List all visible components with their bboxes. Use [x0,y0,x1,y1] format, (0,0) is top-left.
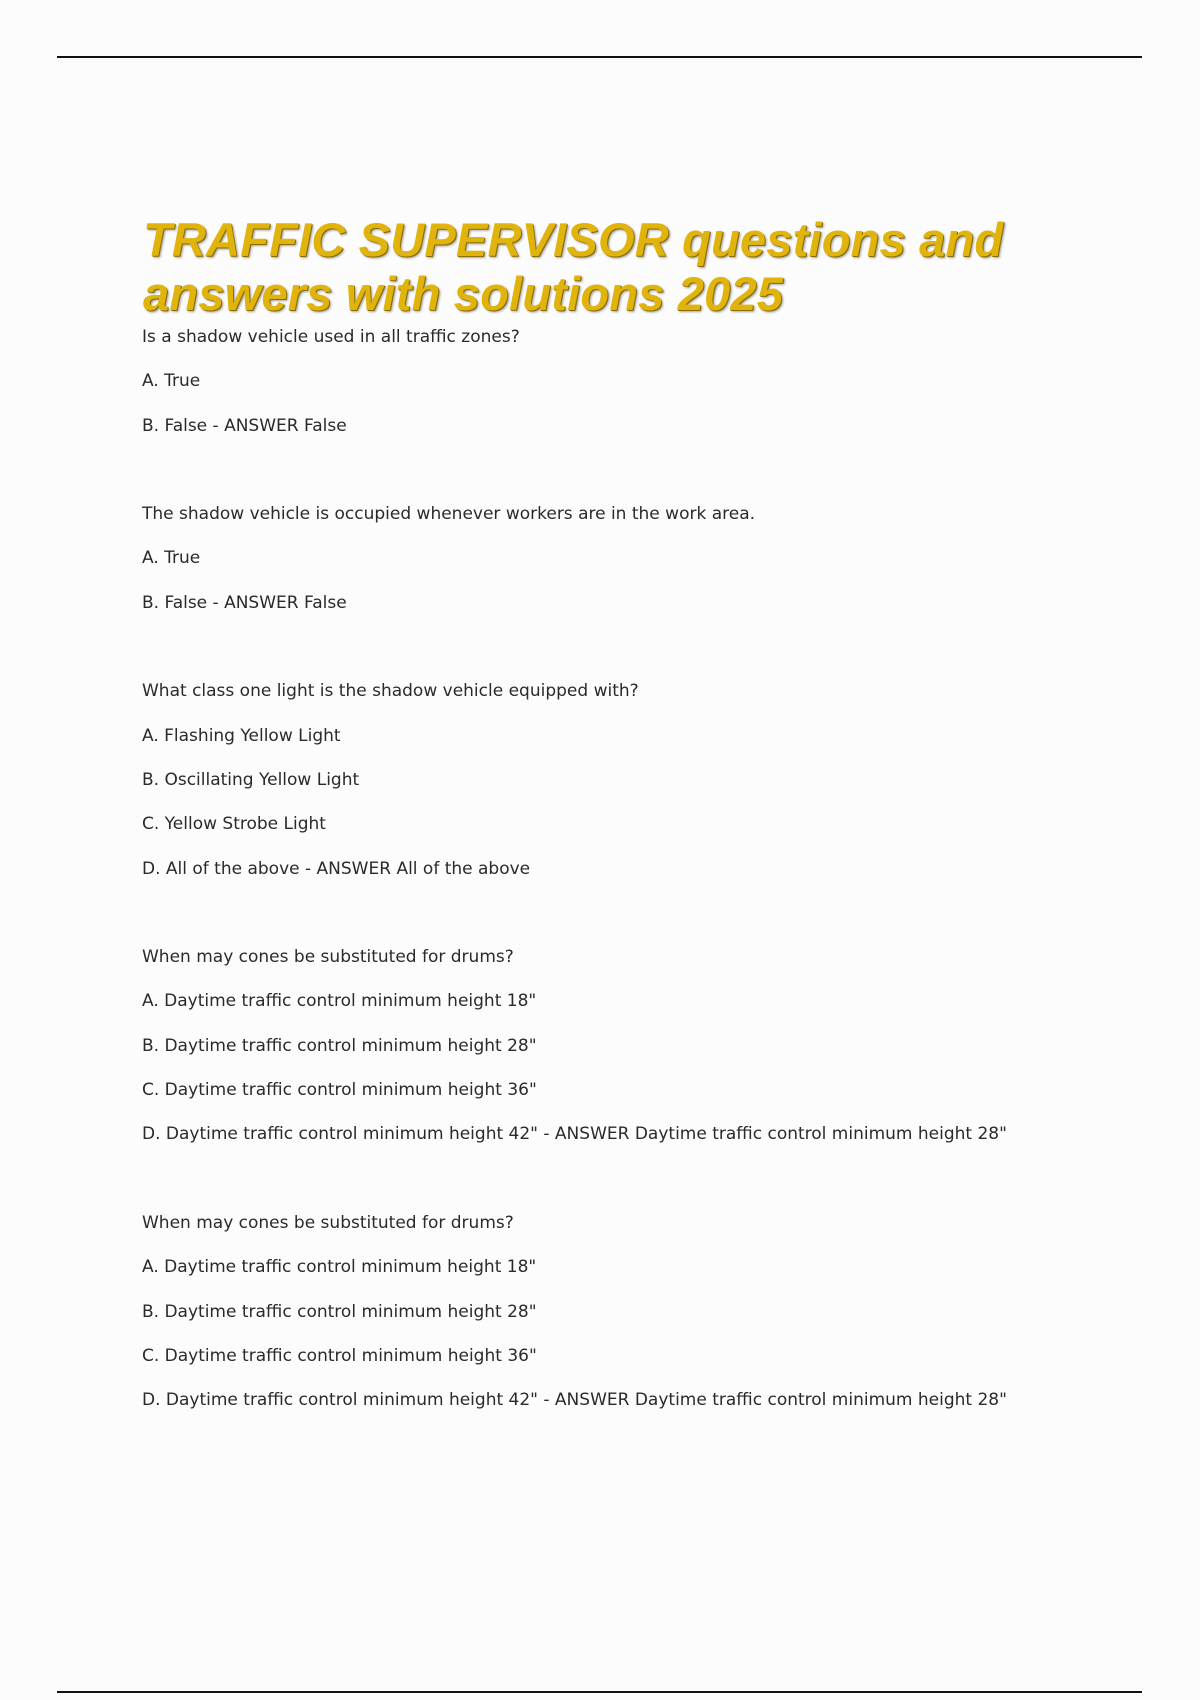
answer-option: D. All of the above - ANSWER All of the above [142,858,531,879]
answer-option: B. Daytime traffic control minimum height 28" [142,1035,537,1056]
question-text: When may cones be substituted for drums? [142,947,514,968]
answer-option: B. Oscillating Yellow Light [142,769,360,790]
answer-option: A. Daytime traffic control minimum height 18" [142,991,537,1012]
question-block [142,322,1142,455]
answer-option: B. False - ANSWER False [142,592,347,613]
question-block [142,676,1142,897]
spacer [142,1164,1142,1208]
question-block [142,1208,1142,1429]
question-text: When may cones be substituted for drums? [142,1212,514,1233]
answer-option: C. Daytime traffic control minimum height 36" [142,1345,537,1366]
answer-option: C. Daytime traffic control minimum height 36" [142,1080,537,1101]
answer-option: B. False - ANSWER False [142,415,347,436]
question-block [142,942,1142,1163]
answer-option: A. True [142,371,201,392]
document-body [142,322,1142,1429]
question-text: What class one light is the shadow vehicle equipped with? [142,681,639,702]
answer-option: A. Flashing Yellow Light [142,725,341,746]
spacer [142,455,1142,499]
spacer [142,898,1142,942]
answer-option: C. Yellow Strobe Light [142,814,326,835]
question-text: Is a shadow vehicle used in all traffic zones? [142,327,520,347]
document-title: TRAFFIC SUPERVISOR questions and answers with solutions 2025 [143,213,1004,320]
answer-option: D. Daytime traffic control minimum height 42" - ANSWER Daytime traffic control minimum height 28" [142,1124,1007,1145]
question-block [142,499,1142,632]
question-text: The shadow vehicle is occupied whenever workers are in the work area. [142,504,756,525]
answer-option: B. Daytime traffic control minimum height 28" [142,1301,537,1322]
answer-option: D. Daytime traffic control minimum height 42" - ANSWER Daytime traffic control minimum height 28" [142,1390,1007,1411]
top-rule [57,56,1142,58]
answer-option: A. Daytime traffic control minimum height 18" [142,1257,537,1278]
bottom-rule [57,1691,1142,1693]
spacer [142,632,1142,676]
answer-option: A. True [142,548,201,569]
